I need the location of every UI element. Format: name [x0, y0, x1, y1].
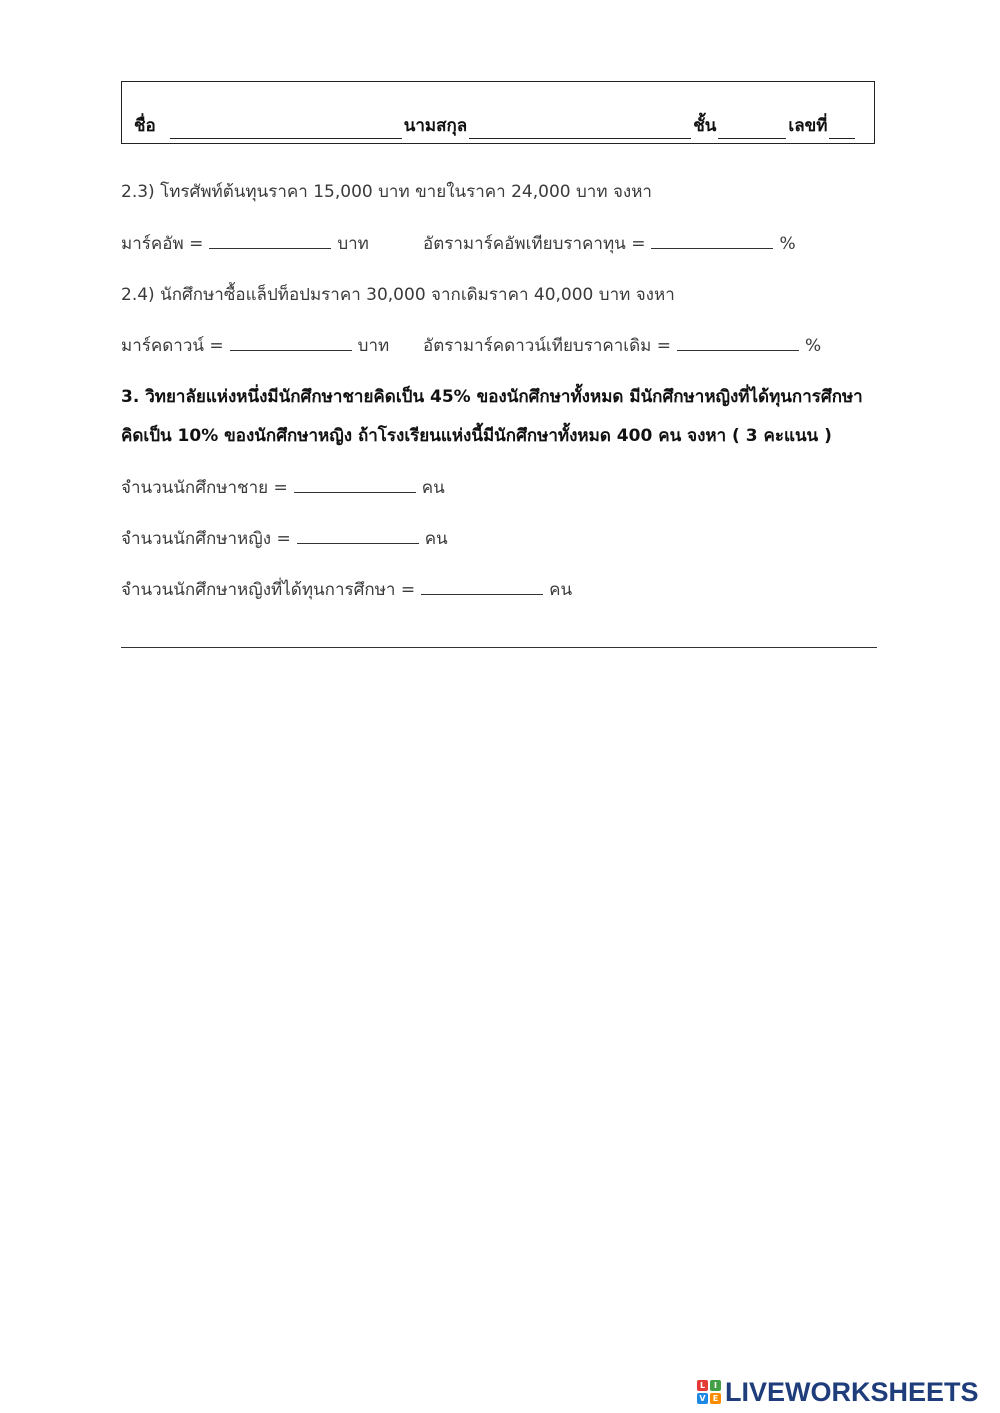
markdown-rate-unit: % — [805, 336, 822, 356]
scholarship-count-answer-field[interactable] — [421, 580, 543, 595]
female-count-label: จำนวนนักศึกษาหญิง = — [121, 529, 291, 549]
divider-line — [121, 647, 877, 648]
question-2-3-prompt: 2.3) โทรศัพท์ต้นทุนราคา 15,000 บาท ขายในราคา 24,000 บาท จงหา — [121, 182, 652, 202]
surname-field[interactable] — [469, 124, 691, 139]
logo-text: LIVEWORKSHEETS — [725, 1376, 979, 1407]
markdown-rate-answer-field[interactable] — [677, 336, 799, 351]
number-label: เลขที่ — [788, 116, 828, 136]
markup-rate-row — [423, 230, 796, 257]
liveworksheets-logo — [697, 1378, 979, 1406]
question-3-line-1: 3. วิทยาลัยแห่งหนึ่งมีนักศึกษาชายคิดเป็น 45% ของนักศึกษาทั้งหมด มีนักศึกษาหญิงที่ได้ทุนการศึกษา — [121, 387, 863, 407]
female-count-answer-field[interactable] — [297, 529, 419, 544]
markdown-label: มาร์คดาวน์ = — [121, 336, 224, 356]
name-field[interactable] — [170, 124, 402, 139]
logo-letter-l: L — [697, 1380, 708, 1391]
class-field[interactable] — [718, 124, 786, 139]
markup-label: มาร์คอัพ = — [121, 234, 204, 254]
female-count-row — [121, 525, 448, 552]
logo-letter-e: E — [710, 1393, 721, 1404]
male-count-answer-field[interactable] — [294, 478, 416, 493]
markup-unit: บาท — [337, 234, 369, 254]
markup-row — [121, 230, 369, 257]
markdown-rate-row — [423, 332, 821, 359]
markdown-rate-label: อัตรามาร์คดาวน์เทียบราคาเดิม = — [423, 336, 672, 356]
class-label: ชั้น — [693, 116, 717, 136]
scholarship-count-unit: คน — [549, 580, 573, 600]
markup-answer-field[interactable] — [209, 234, 331, 249]
markup-rate-label: อัตรามาร์คอัพเทียบราคาทุน = — [423, 234, 646, 254]
markdown-unit: บาท — [357, 336, 390, 356]
logo-letter-v: V — [697, 1393, 708, 1404]
markup-rate-unit: % — [779, 234, 796, 254]
question-2-4-prompt: 2.4) นักศึกษาซื้อแล็ปท็อปมราคา 30,000 จากเดิมราคา 40,000 บาท จงหา — [121, 285, 675, 305]
surname-label: นามสกุล — [403, 116, 468, 136]
markdown-row — [121, 332, 389, 359]
question-3-line-2: คิดเป็น 10% ของนักศึกษาหญิง ถ้าโรงเรียนแห่งนี้มีนักศึกษาทั้งหมด 400 คน จงหา ( 3 คะแนน ) — [121, 426, 832, 446]
number-field[interactable] — [829, 124, 855, 139]
male-count-label: จำนวนนักศึกษาชาย = — [121, 478, 288, 498]
logo-letter-i: I — [710, 1380, 721, 1391]
male-count-row — [121, 474, 445, 501]
markup-rate-answer-field[interactable] — [651, 234, 773, 249]
student-info-line — [134, 112, 862, 139]
scholarship-count-label: จำนวนนักศึกษาหญิงที่ได้ทุนการศึกษา = — [121, 580, 416, 600]
male-count-unit: คน — [421, 478, 445, 498]
female-count-unit: คน — [424, 529, 448, 549]
markdown-answer-field[interactable] — [230, 336, 352, 351]
name-label: ชื่อ — [134, 116, 156, 136]
logo-mark-icon — [697, 1380, 721, 1404]
scholarship-count-row — [121, 576, 572, 603]
student-info-box — [121, 81, 875, 144]
